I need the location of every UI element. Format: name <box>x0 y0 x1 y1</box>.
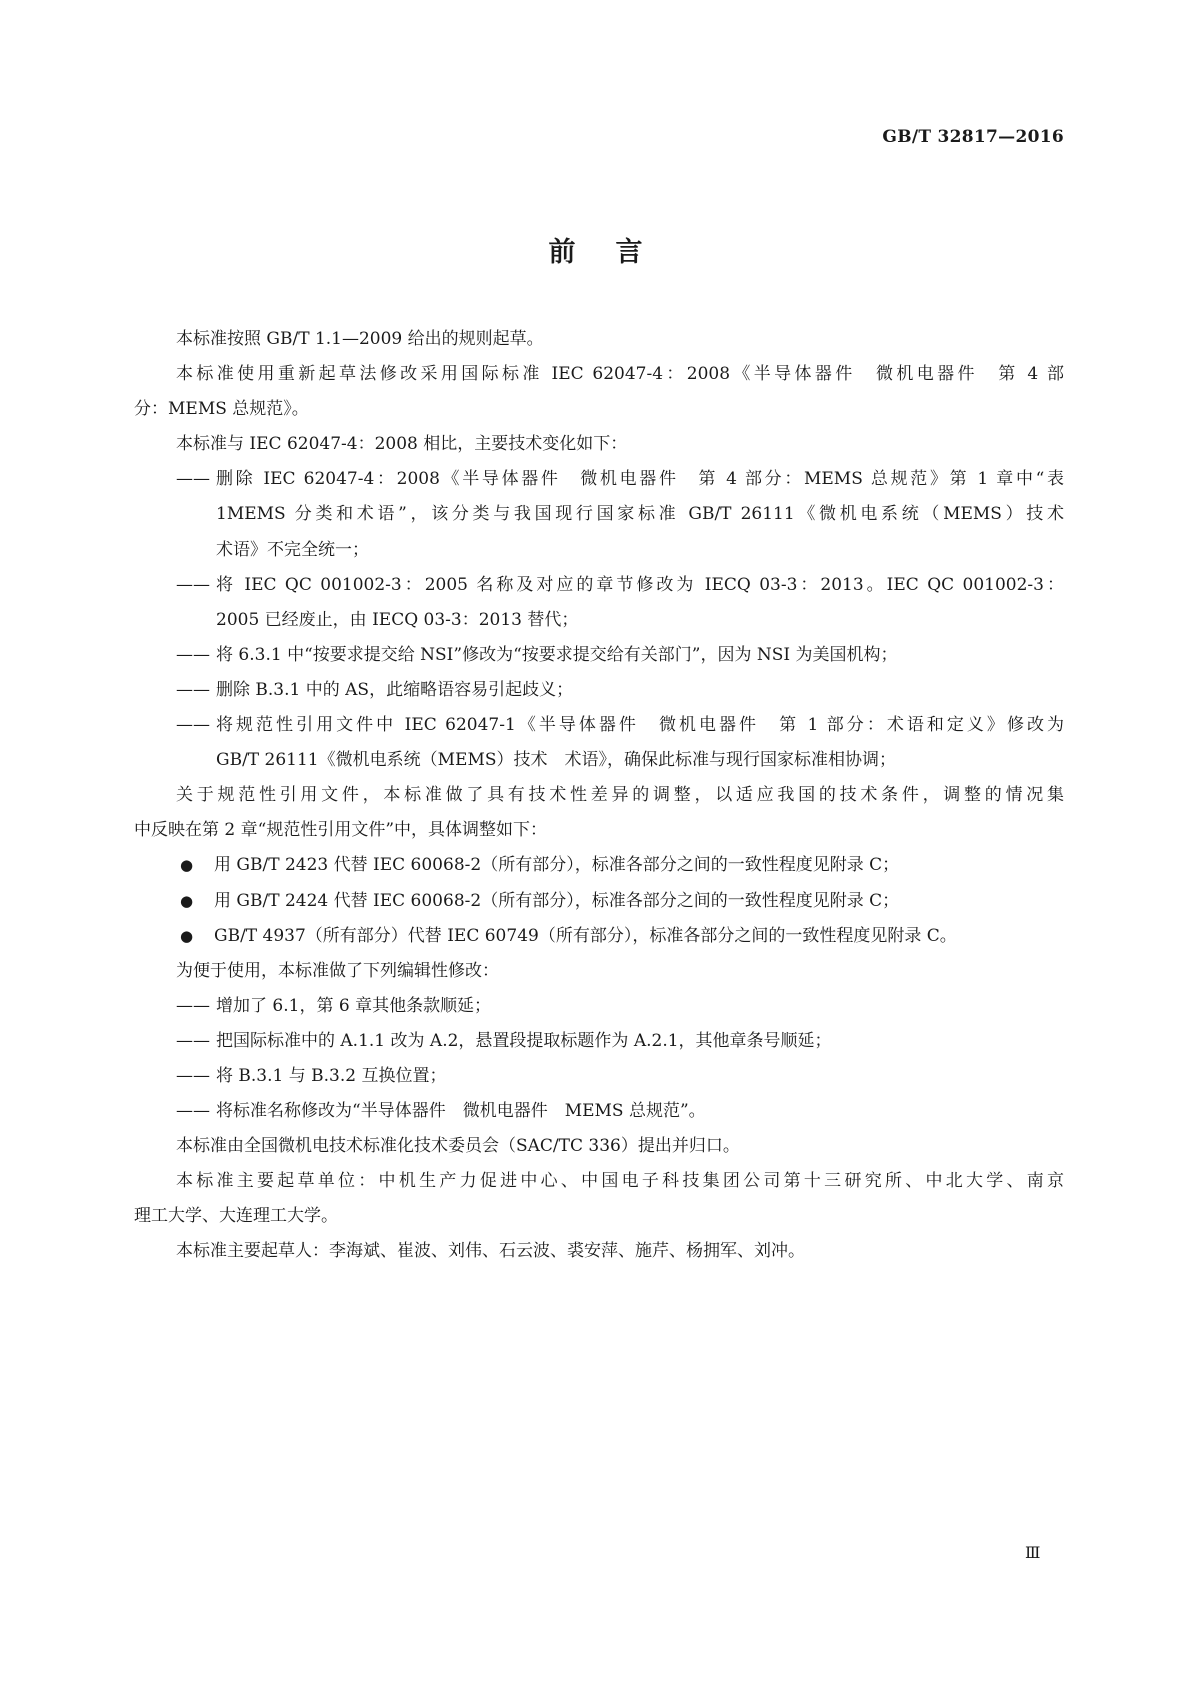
line-text: 2005 已经废止，由 IECQ 03-3：2013 替代； <box>216 609 579 630</box>
dash-list-item <box>134 708 1064 778</box>
text-line <box>134 462 1064 497</box>
text-line <box>134 533 1064 568</box>
text-line <box>134 322 1064 357</box>
dash-list-item <box>134 1094 1064 1129</box>
bullet-icon: ● <box>180 926 194 945</box>
text-line <box>134 603 1064 638</box>
paragraph <box>134 954 1064 989</box>
line-text: 把国际标准中的 A.1.1 改为 A.2，悬置段提取标题作为 A.2.1，其他章条号顺延； <box>216 1030 832 1051</box>
text-line <box>134 848 1064 883</box>
dash-list-item <box>134 1024 1064 1059</box>
line-text: 将 IEC QC 001002-3：2005 名称及对应的章节修改为 IECQ 03-3：2013。IEC QC 001002-3： <box>216 574 1064 595</box>
dash-marker: —— <box>176 469 210 490</box>
dash-list-item <box>134 638 1064 673</box>
line-text: 分：MEMS 总规范》。 <box>134 399 309 420</box>
dash-list-item <box>134 1059 1064 1094</box>
line-text: 关于规范性引用文件，本标准做了具有技术性差异的调整，以适应我国的技术条件，调整的情况集 <box>176 785 1064 806</box>
text-line <box>134 638 1064 673</box>
dash-marker: —— <box>176 1065 210 1086</box>
dash-list-item <box>134 462 1064 567</box>
document-body <box>134 322 1064 1270</box>
text-line <box>134 1199 1064 1234</box>
text-line <box>134 673 1064 708</box>
text-line <box>134 1129 1064 1164</box>
line-text: 将规范性引用文件中 IEC 62047-1《半导体器件 微机电器件 第 1 部分：术语和定义》修改为 <box>216 715 1064 736</box>
paragraph <box>134 427 1064 462</box>
paragraph <box>134 322 1064 357</box>
text-line <box>134 497 1064 532</box>
text-line <box>134 884 1064 919</box>
bullet-list-item <box>134 919 1064 954</box>
bullet-list-item <box>134 848 1064 883</box>
dash-marker: —— <box>176 1101 210 1122</box>
text-line <box>134 1234 1064 1269</box>
standard-number-header: GB/T 32817—2016 <box>882 127 1064 147</box>
line-text: 本标准使用重新起草法修改采用国际标准 IEC 62047-4：2008《半导体器件 微机电器件 第 4 部 <box>176 364 1064 385</box>
line-text: 术语》不完全统一； <box>216 539 369 560</box>
dash-marker: —— <box>176 1030 210 1051</box>
dash-marker: —— <box>176 644 210 665</box>
line-text: 1MEMS 分类和术语”，该分类与我国现行国家标准 GB/T 26111《微机电系统（MEMS）技术 <box>216 504 1064 525</box>
line-text: 本标准主要起草人：李海斌、崔波、刘伟、石云波、裘安萍、施芹、杨拥军、刘冲。 <box>176 1241 805 1262</box>
line-text: 将标准名称修改为“半导体器件 微机电器件 MEMS 总规范”。 <box>216 1101 706 1122</box>
page-title: 前言 <box>548 237 683 268</box>
line-text: 为便于使用，本标准做了下列编辑性修改： <box>176 960 499 981</box>
line-text: 本标准由全国微机电技术标准化技术委员会（SAC/TC 336）提出并归口。 <box>176 1136 740 1157</box>
text-line <box>134 357 1064 392</box>
line-text: 删除 B.3.1 中的 AS，此缩略语容易引起歧义； <box>216 679 574 700</box>
line-text: 理工大学、大连理工大学。 <box>134 1206 338 1227</box>
text-line <box>134 1164 1064 1199</box>
dash-list-item <box>134 989 1064 1024</box>
line-text: 中反映在第 2 章“规范性引用文件”中，具体调整如下： <box>134 820 548 841</box>
line-text: 本标准按照 GB/T 1.1—2009 给出的规则起草。 <box>176 329 544 349</box>
paragraph <box>134 357 1064 427</box>
text-line <box>134 1059 1064 1094</box>
line-text: 用 GB/T 2424 代替 IEC 60068-2（所有部分），标准各部分之间的一致性程度见附录 C； <box>214 890 900 911</box>
paragraph <box>134 1129 1064 1164</box>
text-line <box>134 392 1064 427</box>
line-text: 本标准与 IEC 62047-4：2008 相比，主要技术变化如下： <box>176 434 628 455</box>
line-text: 删除 IEC 62047-4：2008《半导体器件 微机电器件 第 4 部分：MEMS 总规范》第 1 章中“表 <box>216 469 1064 490</box>
text-line <box>134 778 1064 813</box>
paragraph <box>134 778 1064 848</box>
text-line <box>134 1024 1064 1059</box>
text-line <box>134 954 1064 989</box>
text-line <box>134 1094 1064 1129</box>
paragraph <box>134 1164 1064 1234</box>
text-line <box>134 989 1064 1024</box>
line-text: GB/T 26111《微机电系统（MEMS）技术 术语》，确保此标准与现行国家标准相协调； <box>216 750 896 771</box>
dash-list-item <box>134 673 1064 708</box>
text-line <box>134 743 1064 778</box>
text-line <box>134 427 1064 462</box>
text-line <box>134 813 1064 848</box>
dash-marker: —— <box>176 995 210 1016</box>
line-text: 将 6.3.1 中“按要求提交给 NSI”修改为“按要求提交给有关部门”，因为 NSI 为美国机构； <box>216 644 898 665</box>
line-text: 用 GB/T 2423 代替 IEC 60068-2（所有部分），标准各部分之间的一致性程度见附录 C； <box>214 855 900 876</box>
bullet-icon: ● <box>180 856 194 875</box>
paragraph <box>134 1234 1064 1269</box>
text-line <box>134 568 1064 603</box>
dash-marker: —— <box>176 715 210 736</box>
text-line <box>134 919 1064 954</box>
bullet-list-item <box>134 884 1064 919</box>
text-line <box>134 708 1064 743</box>
line-text: 增加了 6.1，第 6 章其他条款顺延； <box>216 995 492 1016</box>
line-text: 将 B.3.1 与 B.3.2 互换位置； <box>216 1065 447 1086</box>
line-text: 本标准主要起草单位：中机生产力促进中心、中国电子科技集团公司第十三研究所、中北大学、南京 <box>176 1171 1064 1192</box>
dash-list-item <box>134 568 1064 638</box>
dash-marker: —— <box>176 679 210 700</box>
dash-marker: —— <box>176 574 210 595</box>
bullet-icon: ● <box>180 891 194 910</box>
line-text: GB/T 4937（所有部分）代替 IEC 60749（所有部分），标准各部分之间的一致性程度见附录 C。 <box>214 925 957 946</box>
page-number: Ⅲ <box>1025 1543 1041 1562</box>
